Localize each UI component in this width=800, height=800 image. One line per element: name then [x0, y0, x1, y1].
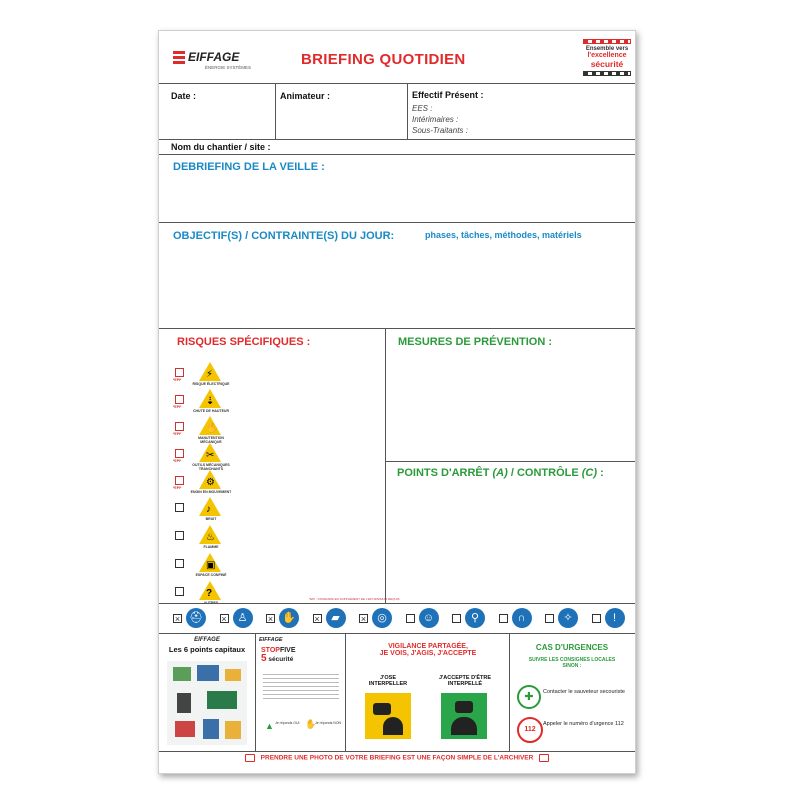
points-arret-code: (A)	[492, 467, 508, 479]
confined-space-icon-glyph: ▣	[206, 560, 216, 571]
safety-badge	[583, 39, 631, 79]
six-points-illustration	[167, 661, 247, 745]
badge-line3: sécurité	[590, 59, 624, 69]
six-points-panel	[163, 637, 251, 749]
risk-label: CHUTE DE HAUTEUR	[193, 409, 229, 413]
risk-label: BRUIT	[205, 517, 217, 521]
risk-label: OUTILS MÉCANIQUES TRANCHANTS	[192, 463, 230, 471]
emergency-item1: Contacter le sauveteur secouriste	[543, 689, 625, 695]
effectif-ees[interactable]: EES :	[412, 104, 433, 113]
risk-checkbox[interactable]	[175, 422, 184, 431]
speaking-icon	[365, 693, 411, 739]
emergency-sub2: SINON :	[562, 663, 582, 669]
moving-machine-icon-glyph: ⚙	[206, 477, 215, 488]
debriefing-area[interactable]	[159, 176, 635, 221]
ppe-checkbox[interactable]	[592, 614, 601, 623]
emergency-panel	[513, 637, 631, 749]
safety-shoes-icon: ▰	[326, 608, 346, 628]
stop-five-lines	[263, 671, 339, 702]
risk-epi-note: *EPI*	[173, 486, 182, 490]
answer-no: Je réponds NON	[315, 721, 342, 725]
eiffage-logo-icon	[173, 51, 185, 64]
risk-label: ENGIN EN MOUVEMENT	[190, 490, 232, 494]
footer-banner	[159, 754, 635, 762]
emergency-phone-icon	[517, 717, 543, 743]
warning-icon: !	[605, 608, 625, 628]
other-risk-icon-glyph: ?	[206, 588, 213, 599]
risk-epi-note: *EPI*	[173, 432, 182, 436]
ppe-checkbox[interactable]: ×	[221, 614, 227, 624]
fall-risk-icon-glyph: ⇣	[206, 396, 215, 407]
thumb-up-icon: ▲	[265, 721, 274, 731]
cutting-tool-icon-glyph: ✂	[206, 450, 215, 461]
vigilance-left-label: J'OSE INTERPELLER	[368, 675, 408, 687]
objectif-area[interactable]	[159, 246, 635, 326]
ppe-checkbox[interactable]: ×	[360, 614, 367, 624]
stop-text: STOP	[261, 647, 280, 654]
risk-checkbox[interactable]	[175, 476, 184, 485]
eiffage-logo	[173, 49, 253, 75]
objectif-hint: phases, tâches, méthodes, matériels	[425, 230, 582, 240]
risk-checkbox[interactable]	[175, 449, 184, 458]
mesures-area[interactable]	[387, 351, 633, 459]
risques-heading: RISQUES SPÉCIFIQUES :	[177, 336, 311, 348]
points-controle-code: (C)	[581, 467, 598, 479]
points-arret-label: POINTS D'ARRÊT	[397, 467, 493, 479]
stop-five-panel	[259, 637, 343, 749]
panel2-logo: EIFFAGE	[259, 637, 283, 643]
ppe-checkbox[interactable]: ×	[267, 614, 274, 624]
chantier-field[interactable]: Nom du chantier / site :	[171, 142, 271, 152]
risk-epi-note: *EPI*	[173, 459, 182, 463]
debriefing-heading: DEBRIEFING DE LA VEILLE :	[173, 161, 325, 173]
ppe-checkbox[interactable]	[545, 614, 554, 623]
logo-subtext: ÉNERGIE SYSTÈMES	[205, 65, 252, 70]
points-arret-area[interactable]	[387, 483, 633, 601]
risk-checkbox[interactable]	[175, 559, 184, 568]
badge-line2: l'excellence	[587, 52, 627, 59]
emergency-number: 112	[524, 726, 536, 733]
ppe-checkbox[interactable]: ×	[314, 614, 320, 624]
five-number: 5	[261, 653, 267, 664]
goggles-icon: ◎	[372, 608, 392, 628]
risk-label: MANUTENTION MÉCANIQUE	[198, 436, 224, 444]
effectif-field[interactable]: Effectif Présent :	[412, 90, 484, 100]
securite-text: sécurité	[268, 656, 294, 663]
risk-epi-note: *EPI*	[173, 378, 182, 382]
points-arret-heading	[397, 467, 604, 479]
emergency-title: CAS D'URGENCES	[535, 643, 609, 652]
mask-icon: ☺	[419, 608, 439, 628]
effectif-sous-traitants[interactable]: Sous-Traitants :	[412, 126, 468, 135]
risk-label: FLAMME	[203, 545, 219, 549]
ppe-checkbox[interactable]	[499, 614, 508, 623]
objectif-heading: OBJECTIF(S) / CONTRAINTE(S) DU JOUR:	[173, 230, 395, 242]
risk-label: RISQUE ÉLECTRIQUE	[192, 382, 230, 386]
vigilance-panel	[349, 637, 507, 749]
emergency-item2: Appeler le numéro d'urgence 112	[543, 721, 624, 727]
first-aid-icon: ✚	[517, 685, 541, 709]
risk-label: ESPACE CONFINÉ	[195, 573, 227, 577]
camera-icon-left	[245, 754, 255, 762]
emergency-sub1: SUIVRE LES CONSIGNES LOCALES	[528, 657, 616, 663]
risk-epi-note: *EPI*	[173, 405, 182, 409]
risk-checkbox[interactable]	[175, 531, 184, 540]
risk-footnote: *EPI : STANDARD EN SUPPLÉMENT DE L'EPI MINIMUM REQUIS	[309, 597, 400, 601]
page-title: BRIEFING QUOTIDIEN	[301, 51, 466, 68]
vigilance-title2: JE VOIS, J'AGIS, J'ACCEPTE	[379, 650, 477, 657]
hand-stop-icon: ✋	[305, 719, 317, 729]
mesures-heading: MESURES DE PRÉVENTION :	[398, 336, 553, 348]
ppe-checkbox[interactable]	[452, 614, 461, 623]
listening-icon	[441, 693, 487, 739]
high-visibility-icon: ✧	[558, 608, 578, 628]
risk-checkbox[interactable]	[175, 368, 184, 377]
effectif-interim[interactable]: Intérimaires :	[412, 115, 459, 124]
five-text: FIVE	[279, 647, 296, 654]
panel1-logo: EIFFAGE	[194, 637, 220, 643]
points-sep: / CONTRÔLE	[507, 467, 582, 479]
briefing-sheet	[158, 30, 636, 774]
helmet-icon: ⛑	[186, 608, 206, 628]
vigilance-title1: VIGILANCE PARTAGÉE,	[388, 643, 468, 650]
noise-icon-glyph: ♪	[206, 504, 211, 515]
harness-icon: ⚲	[465, 608, 485, 628]
points-end: :	[597, 467, 604, 479]
ear-protection-icon: ∩	[512, 608, 532, 628]
gloves-icon: ✋	[279, 608, 299, 628]
ppe-checkbox[interactable]	[406, 614, 415, 623]
fire-icon-glyph: ♨	[206, 532, 215, 543]
electric-risk-icon-glyph: ⚡	[206, 369, 214, 380]
camera-icon-right	[539, 754, 549, 762]
handling-risk-icon-glyph: ✋	[206, 423, 219, 434]
badge-line1: Ensemble vers	[585, 46, 629, 52]
footer-text: PRENDRE UNE PHOTO DE VOTRE BRIEFING EST UNE FAÇON SIMPLE DE L'ARCHIVER	[260, 754, 534, 762]
risk-checkbox[interactable]	[175, 503, 184, 512]
ppe-checkbox[interactable]: ×	[174, 614, 181, 624]
logo-text: EIFFAGE	[188, 50, 240, 64]
answer-yes: Je réponds OUI	[275, 721, 300, 725]
risk-checkbox[interactable]	[175, 395, 184, 404]
vigilance-right-label: J'ACCEPTE D'ÊTRE INTERPELLÉ	[438, 675, 492, 687]
date-field[interactable]: Date :	[171, 91, 197, 101]
animateur-field[interactable]: Animateur :	[280, 91, 331, 101]
panel1-title: Les 6 points capitaux	[168, 645, 246, 654]
risk-checkbox[interactable]	[175, 587, 184, 596]
workwear-icon: ♙	[233, 608, 253, 628]
